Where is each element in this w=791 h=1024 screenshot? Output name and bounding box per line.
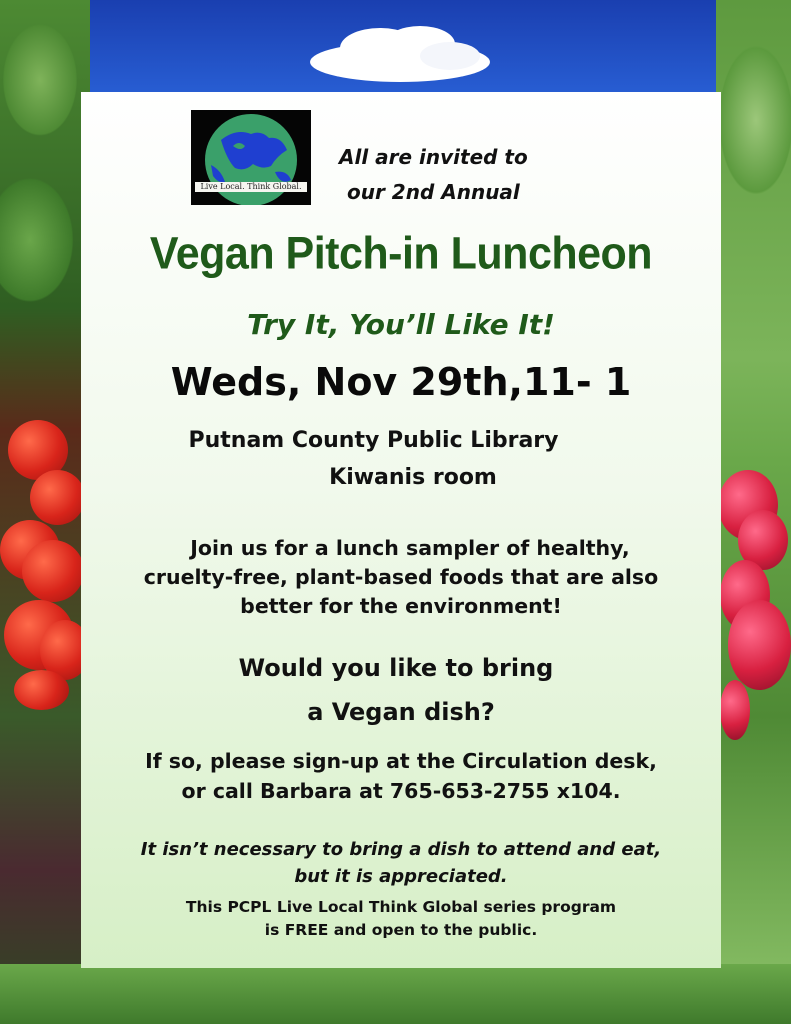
tomato	[14, 670, 69, 710]
series-line-1: This PCPL Live Local Think Global series program	[185, 898, 617, 916]
venue-line-2: Kiwanis room	[329, 465, 497, 490]
event-title: Vegan Pitch-in Luncheon	[149, 228, 653, 280]
event-tagline: Try It, You’ll Like It!	[247, 308, 555, 341]
tomato	[30, 470, 85, 525]
signup-line-2: or call Barbara at 765-653-2755 x104.	[181, 779, 621, 803]
radish	[720, 680, 750, 740]
event-description	[81, 534, 721, 621]
series-info	[81, 896, 721, 942]
attendance-note	[81, 836, 721, 890]
radish	[728, 600, 791, 690]
event-date-time: Weds, Nov 29th,11- 1	[170, 360, 632, 404]
logo	[191, 110, 311, 205]
tomato	[22, 540, 84, 602]
logo-text: Live Local. Think Global.	[195, 182, 307, 192]
invite-line-1: All are invited to	[339, 145, 528, 169]
flyer-panel	[81, 92, 721, 968]
signup-instructions	[81, 746, 721, 806]
description-line-2: cruelty-free, plant-based foods that are also	[143, 565, 659, 589]
ask-line-1: Would you like to bring	[238, 654, 554, 682]
signup-line-1: If so, please sign-up at the Circulation desk,	[145, 749, 657, 773]
venue-line-1: Putnam County Public Library	[188, 428, 559, 453]
description-line-3: better for the environment!	[240, 594, 562, 618]
invitation-heading	[339, 140, 579, 210]
ask-line-2: a Vegan dish?	[307, 698, 495, 726]
cloud	[300, 22, 500, 84]
series-line-2: is FREE and open to the public.	[264, 921, 538, 939]
lettuce-bottom	[0, 964, 791, 1024]
description-line-1: Join us for a lunch sampler of healthy,	[190, 536, 630, 560]
invite-line-2: our 2nd Annual	[347, 180, 520, 204]
event-venue	[81, 422, 721, 496]
note-line-1: It isn’t necessary to bring a dish to attend and eat,	[140, 839, 662, 860]
note-line-2: but it is appreciated.	[294, 866, 508, 887]
bring-dish-question	[81, 646, 721, 734]
